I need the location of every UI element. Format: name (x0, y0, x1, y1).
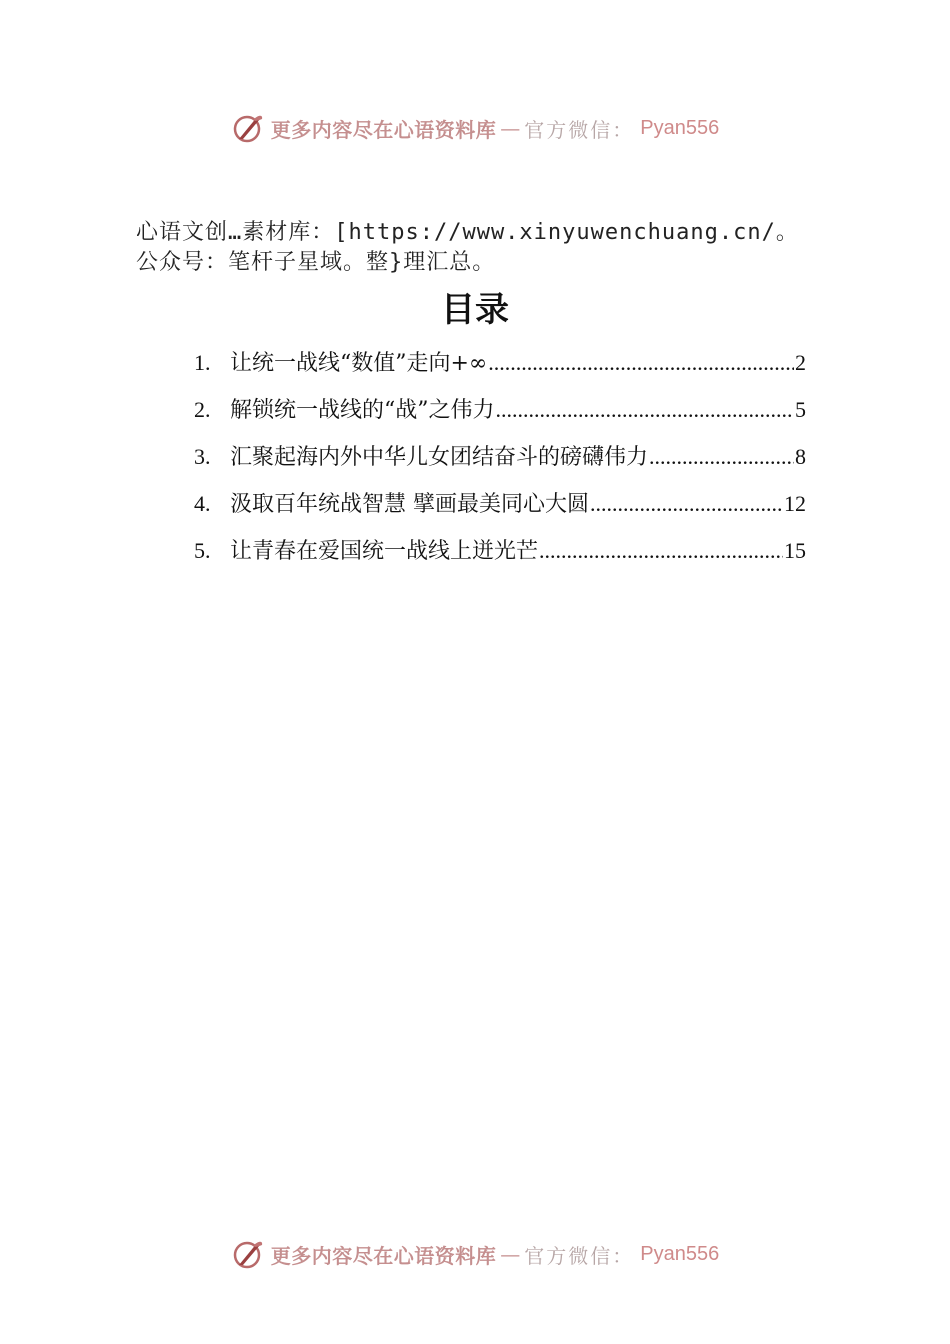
toc-entry-title: 汲取百年统战智慧 擘画最美同心大圆 (230, 492, 589, 517)
toc-entry-number: 5. (194, 538, 211, 563)
banner-wechat-handle: Pyan556 (640, 1242, 720, 1265)
toc-entry-number: 1. (194, 350, 211, 375)
toc-entry-page: 12 (784, 491, 806, 516)
toc-entry-title: 解锁统一战线的“战”之伟力 (230, 398, 495, 423)
toc-dot-leader (590, 491, 783, 517)
table-of-contents (194, 346, 806, 581)
footer-banner (0, 1232, 950, 1276)
toc-dot-leader (496, 397, 795, 423)
toc-dot-leader (488, 350, 794, 376)
quill-pen-circle-icon (231, 1237, 265, 1271)
toc-title: 目录 (441, 290, 509, 330)
banner-brand-text: 更多内容尽在心语资料库 (270, 117, 497, 142)
toc-entry-1[interactable] (194, 346, 806, 393)
banner-dash: — (500, 116, 521, 140)
banner-dash: — (500, 1242, 521, 1266)
toc-entry-5[interactable] (194, 534, 806, 581)
toc-dot-leader (539, 538, 783, 564)
toc-entry-page: 2 (795, 350, 806, 375)
toc-entry-number: 3. (194, 444, 211, 469)
toc-entry-page: 15 (784, 538, 806, 563)
toc-entry-3[interactable] (194, 440, 806, 487)
toc-entry-2[interactable] (194, 393, 806, 440)
toc-entry-page: 8 (795, 444, 806, 469)
toc-entry-4[interactable] (194, 487, 806, 534)
toc-entry-title: 汇聚起海内外中华儿女团结奋斗的磅礴伟力 (230, 445, 649, 470)
source-note: 心语文创…素材库：[https://www.xinyuwenchuang.cn/。公众号：笔杆子星域。整}理汇总。 (136, 220, 799, 275)
toc-dot-leader (649, 444, 794, 470)
banner-official-text: 官方微信： (524, 1243, 635, 1268)
toc-entry-number: 4. (194, 491, 211, 516)
toc-entry-title: 让统一战线“数值”走向+∞ (230, 351, 488, 376)
banner-brand-text: 更多内容尽在心语资料库 (270, 1243, 497, 1268)
toc-entry-number: 2. (194, 397, 211, 422)
header-banner (0, 106, 950, 150)
toc-entry-page: 5 (795, 397, 806, 422)
quill-pen-circle-icon (231, 111, 265, 145)
banner-wechat-handle: Pyan556 (640, 116, 720, 139)
banner-official-text: 官方微信： (524, 117, 635, 142)
toc-entry-title: 让青春在爱国统一战线上迸光芒 (230, 539, 539, 564)
